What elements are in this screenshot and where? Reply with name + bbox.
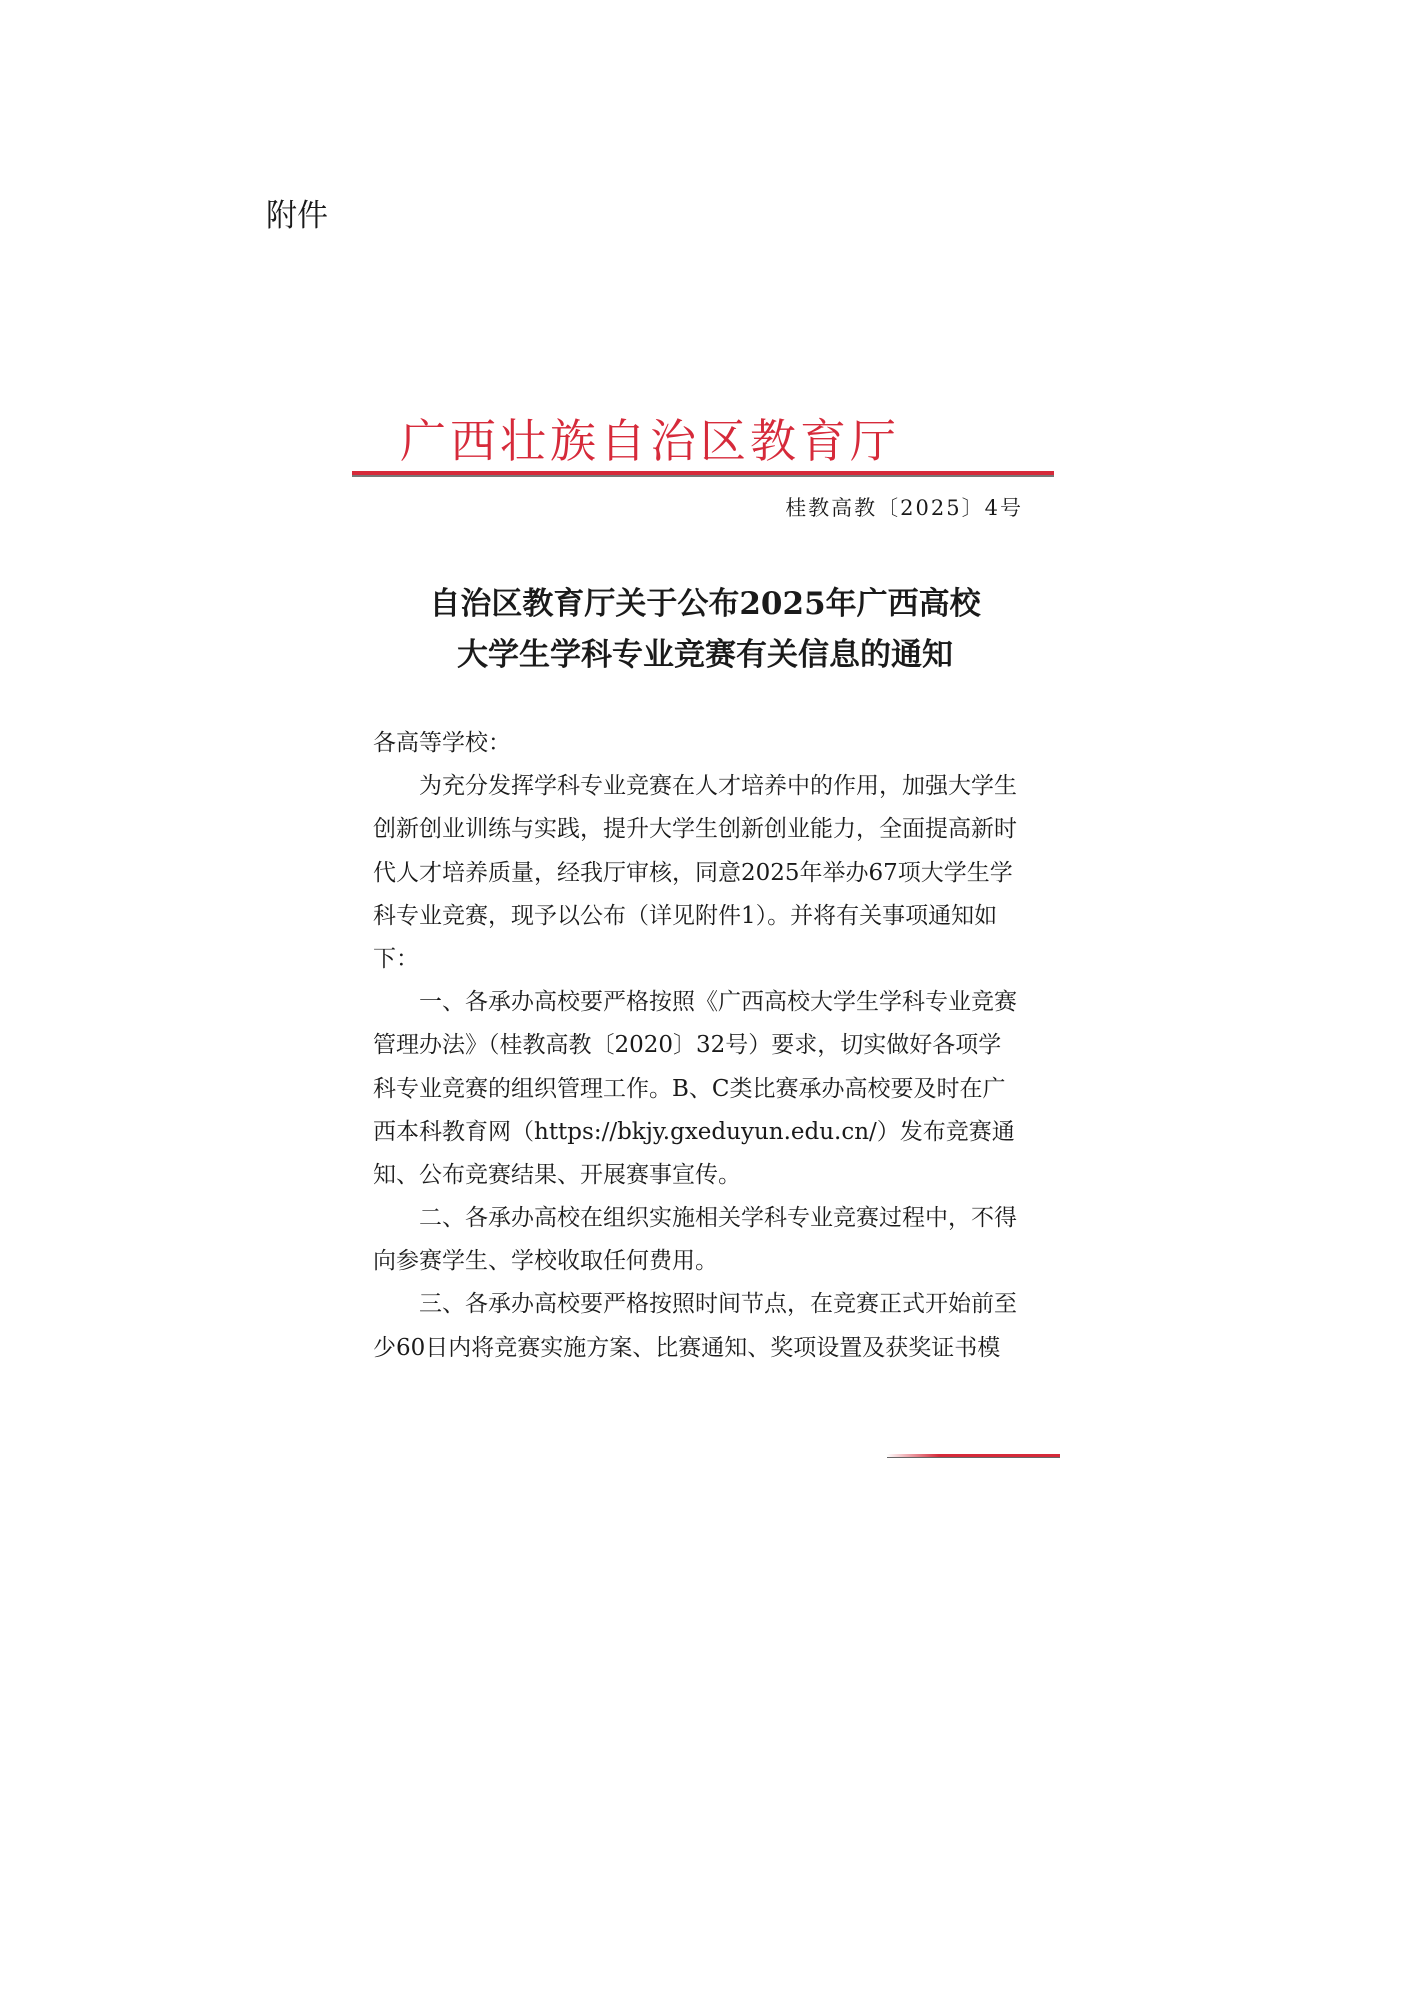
body-line: 三、各承办高校要严格按照时间节点，在竞赛正式开始前至 — [373, 1291, 1017, 1318]
body-line: 向参赛学生、学校收取任何费用。 — [373, 1248, 718, 1275]
body-line: 一、各承办高校要严格按照《广西高校大学生学科专业竞赛 — [373, 989, 1017, 1016]
document-body — [373, 722, 1017, 1370]
salutation: 各高等学校： — [373, 730, 511, 756]
body-line: 二、各承办高校在组织实施相关学科专业竞赛过程中，不得 — [373, 1205, 1017, 1232]
body-line: 知、公布竞赛结果、开展赛事宣传。 — [373, 1161, 741, 1188]
attachment-label: 附件 — [266, 198, 328, 234]
body-line: 科专业竞赛，现予以公布（详见附件1）。并将有关事项通知如 — [373, 902, 998, 929]
body-line: 创新创业训练与实践，提升大学生创新创业能力，全面提高新时 — [373, 816, 1017, 843]
body-line: 西本科教育网（https://bkjy.gxeduyun.edu.cn/）发布竞赛通 — [373, 1118, 1015, 1145]
document-number: 桂教高教〔2025〕4号 — [785, 496, 1023, 520]
issuer-letterhead: 广西壮族自治区教育厅 — [400, 414, 900, 468]
document-title-line-1: 自治区教育厅关于公布2025年广西高校 — [429, 586, 981, 622]
body-line: 下： — [373, 945, 419, 972]
letterhead-red-divider — [352, 471, 1054, 477]
body-line: 管理办法》（桂教高教〔2020〕32号）要求，切实做好各项学 — [373, 1032, 1002, 1059]
body-line: 代人才培养质量，经我厅审核，同意2025年举办67项大学生学 — [373, 859, 1013, 886]
body-line: 为充分发挥学科专业竞赛在人才培养中的作用，加强大学生 — [373, 773, 1017, 800]
body-line: 科专业竞赛的组织管理工作。B、C类比赛承办高校要及时在广 — [373, 1075, 1006, 1102]
document-title-line-2: 大学生学科专业竞赛有关信息的通知 — [457, 637, 953, 673]
body-line: 少60日内将竞赛实施方案、比赛通知、奖项设置及获奖证书模 — [373, 1334, 1001, 1361]
footer-red-divider — [887, 1454, 1060, 1458]
